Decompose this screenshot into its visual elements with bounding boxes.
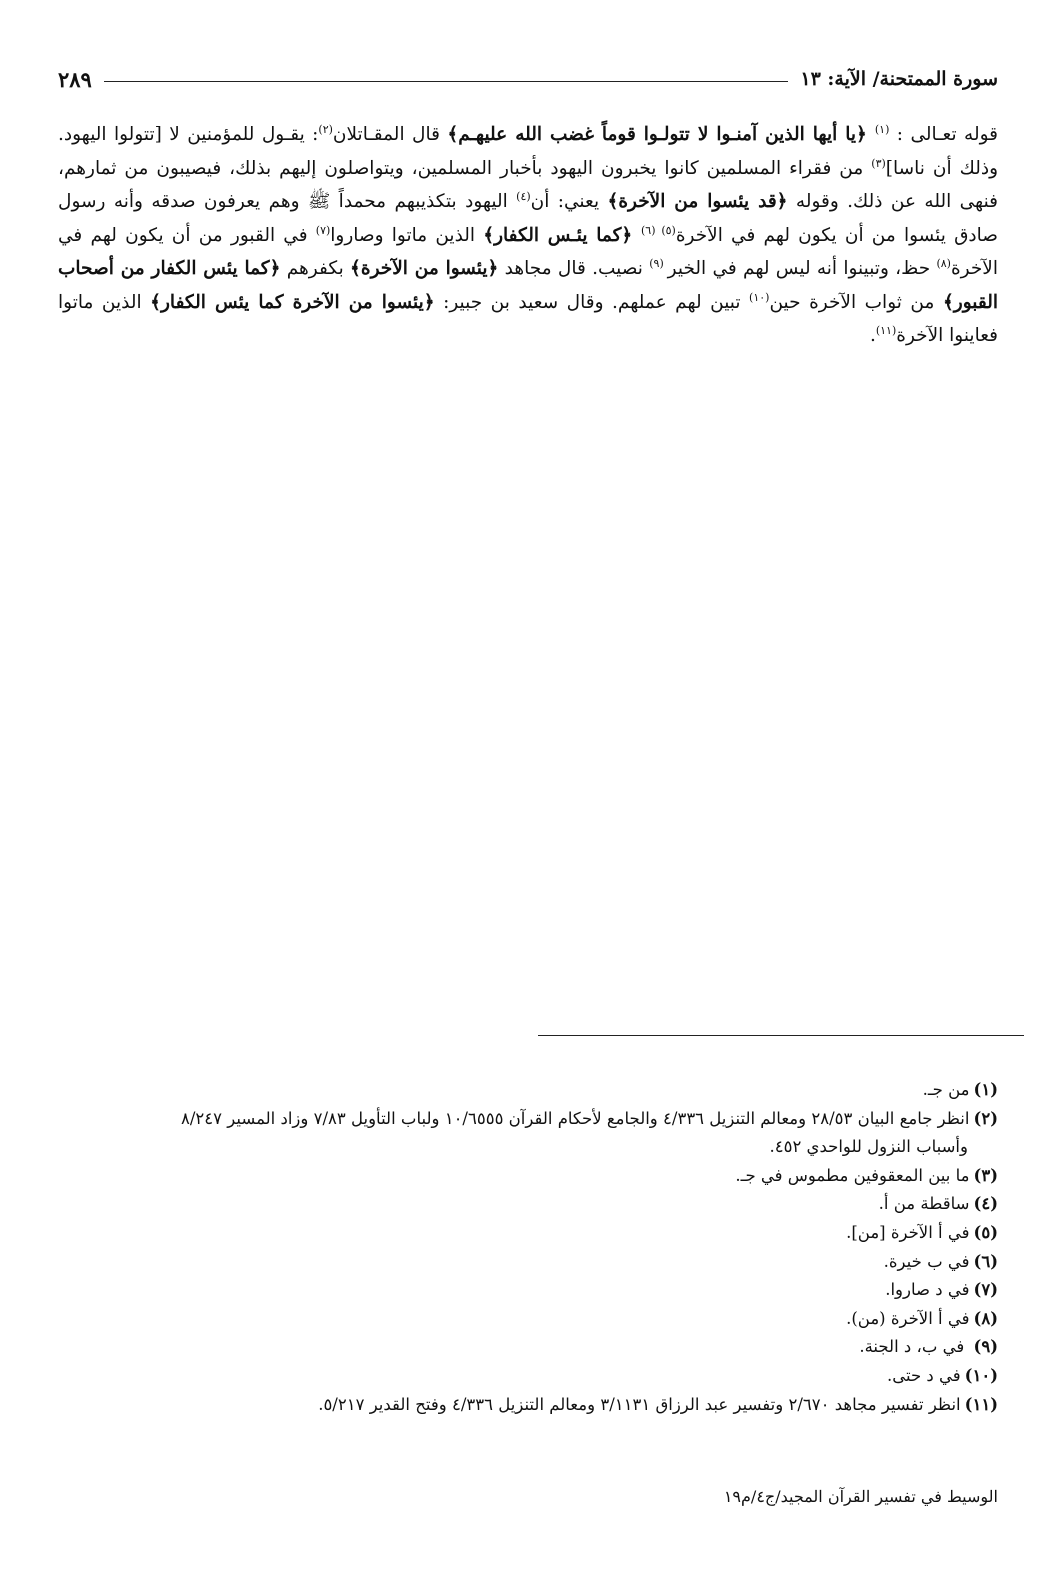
text-segment: قوله تعـالى : [889,124,999,145]
text-segment: قال المقـاتلان [332,124,448,145]
footnote-continuation: وأسباب النزول للواحدي ٤٥٢. [769,1137,968,1157]
footnote-number: (٧) [973,1280,998,1300]
text-segment: في القبور من أن يكون لهم في الآخرة [58,224,998,279]
footnote-ref: (١١) [875,323,897,337]
footnote-ref: (٦) [640,223,662,237]
footnote-ref: (١٠) [749,290,770,304]
quran-quote: ﴿يئسوا من الآخرة﴾ [350,258,499,279]
footnote-number: (١١) [964,1394,998,1414]
text-segment: من ثواب الآخرة حين [769,291,943,313]
header-rule [104,81,789,82]
volume-signature: الوسيط في تفسير القرآن المجيد/ج٤/م١٩ [723,1487,998,1506]
footnote-ref: (٩) [649,256,668,270]
footnote-5 [58,1219,998,1248]
footnote-number: (٣) [973,1165,998,1185]
footnote-2 [58,1105,998,1162]
text-segment: الذين ماتوا فعاينوا الآخرة [58,291,998,346]
footnote-number: (١) [973,1080,998,1099]
footnote-text: من جـ. [922,1080,970,1099]
text-segment: حظ، وتبينوا أنه ليس لهم في الخير [667,258,937,279]
footnote-number: (٥) [973,1222,998,1242]
footnote-number: (٦) [973,1251,998,1271]
footnote-text: في أ الآخرة (من). [846,1308,970,1328]
text-segment: نصيب. قال مجاهد [498,258,650,279]
quran-quote: ﴿كما يئس الكفار من أصحاب القبور﴾ [58,258,998,313]
footnote-text: في د صاروا. [885,1280,970,1300]
footnote-ref: (٢) [318,122,333,136]
footnote-text: انظر جامع البيان ٢٨/٥٣ ومعالم التنزيل ٤/٣٣٦ والجامع لأحكام القرآن ١٠/٦٥٥٥ ولباب التأويل ٧/٨٣ وزاد المسير ٨/٢٤٧ [181,1108,970,1128]
quran-quote: ﴿كما يئـس الكفار﴾ [483,224,641,246]
footnote-number: (٢) [973,1108,998,1128]
footnote-6 [58,1248,998,1277]
text-segment: بكفرهم [280,258,351,279]
footnote-9 [58,1333,998,1362]
footnote-text: في أ الآخرة [من]. [846,1222,970,1242]
footnote-4 [58,1190,998,1219]
text-segment: الذين ماتوا وصاروا [330,224,484,246]
footnote-text: ساقطة من أ. [878,1194,970,1214]
footnote-1 [58,1076,998,1105]
quran-quote: ﴿يا أيها الذين آمنـوا لا تتولـوا قوماً غضب الله عليهـم﴾ [447,124,875,145]
footnote-text: ما بين المعقوفين مطموس في جـ. [735,1165,970,1185]
text-segment: . [869,325,876,346]
footnote-3 [58,1162,998,1191]
text-segment: اليهود بتكذيبهم محمداً ﷺ وهم يعرفون صدقه وأنه رسول صادق يئسوا من أن يكون لهم في الآخرة [58,191,999,246]
footnote-7 [58,1276,998,1305]
footnote-11 [58,1391,998,1420]
quran-quote: ﴿قد يئسوا من الآخرة﴾ [607,191,788,212]
text-segment: : يقـول للمؤمنين لا [تتولوا اليهود. وذلك أن ناسا] [58,124,999,179]
footnote-10 [58,1362,998,1391]
footnote-number: (٤) [973,1194,998,1214]
text-segment: تبين لهم عملهم. وقال سعيد بن جبير: [434,291,750,313]
text-segment: من فقراء المسلمين كانوا يخبرون اليهود بأخبار المسلمين، ويتواصلون إليهم بذلك، فيصيبون من ثمارهم، فنهى الله عن ذلك. وقوله [58,157,998,212]
footnote-text: في ب خيرة. [883,1251,970,1271]
footnote-8 [58,1305,998,1334]
footnote-text: انظر تفسير مجاهد ٢/٦٧٠ وتفسير عبد الرزاق ٣/١١٣١ ومعالم التنزيل ٤/٣٣٦ وفتح القدير ٥/٢١٧. [318,1394,961,1414]
footnote-ref: (٣) [871,156,886,170]
page-number: ٢٨٩ [58,66,92,92]
text-segment: يعني: أن [530,191,608,212]
surah-title: سورة الممتحنة/ الآية: ١٣ [800,68,998,90]
commentary-paragraph [58,118,998,353]
footnote-separator [538,1035,1024,1036]
page-header [58,64,998,94]
footnote-text: في ب، د الجنة. [859,1337,970,1357]
footnote-ref: (٤) [516,189,531,203]
footnote-ref: (٨) [936,256,951,270]
footnotes-section [58,1076,998,1419]
footnote-text: في د حتى. [886,1365,961,1385]
footnote-ref: (٧) [315,223,331,237]
footnote-number: (٩) [973,1337,998,1357]
quran-quote: ﴿يئسوا من الآخرة كما يئس الكفار﴾ [150,291,435,313]
footnote-ref: (٥) [661,223,676,237]
footnote-number: (١٠) [964,1365,998,1385]
footnote-ref: (١) [874,122,890,136]
footnote-number: (٨) [973,1308,998,1328]
